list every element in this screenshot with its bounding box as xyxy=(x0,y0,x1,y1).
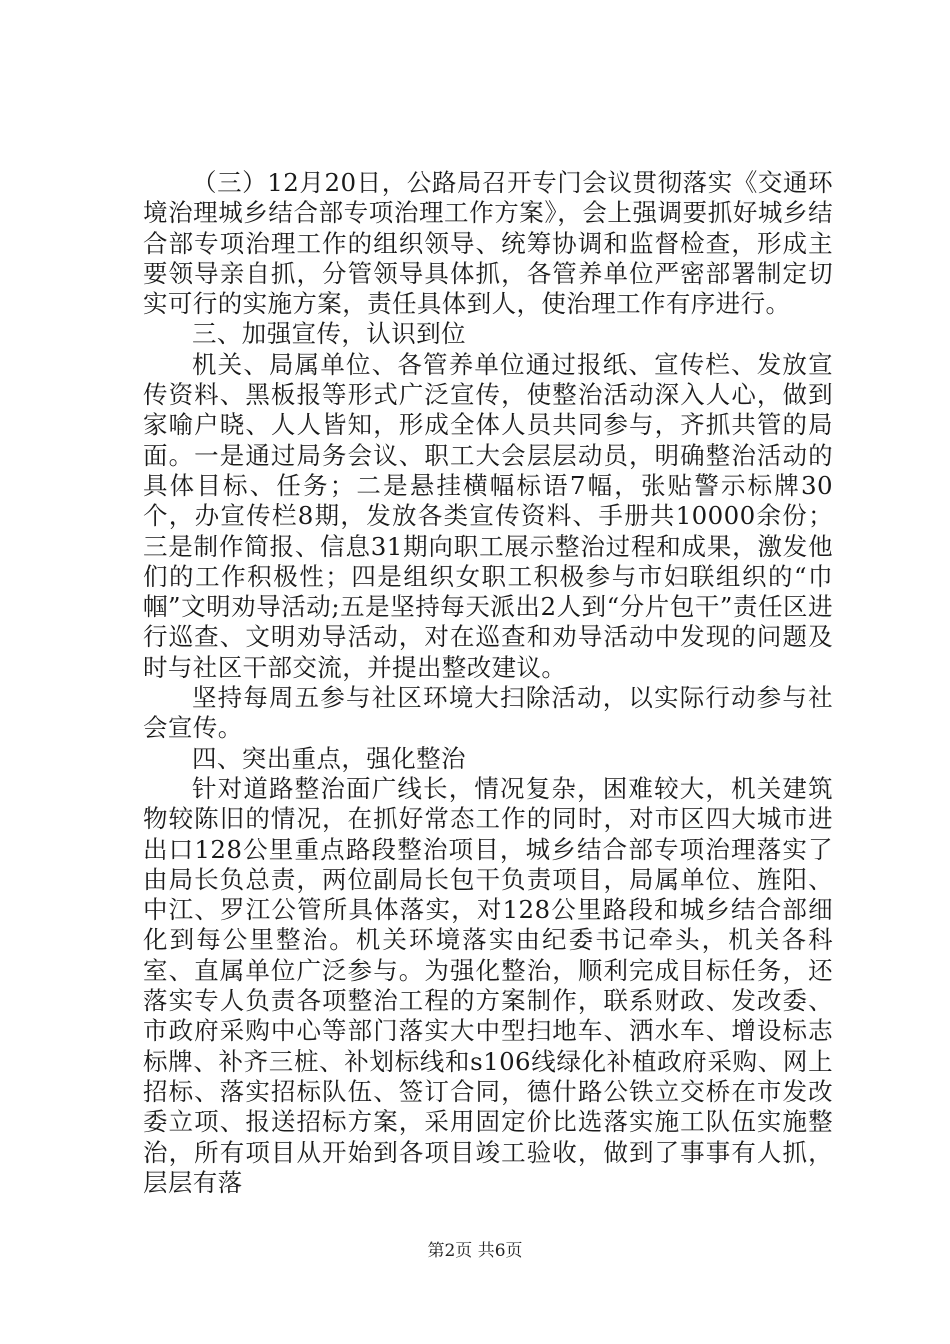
section-heading-publicity: 三、加强宣传，认识到位 xyxy=(192,319,466,349)
paragraph-meeting: （三）12月20日，公路局召开专门会议贯彻落实《交通环境治理城乡结合部专项治理工作方案》，会上强调要抓好城乡结合部专项治理工作的组织领导、统筹协调和监督检查，形成主要领导亲自抓，分管领导具体抓，各管养单位严密部署制定切实可行的实施方案，责任具体到人，使治理工作有序进行。 xyxy=(143,168,833,319)
document-body xyxy=(143,168,833,1198)
paragraph-publicity: 机关、局属单位、各管养单位通过报纸、宣传栏、发放宣传资料、黑板报等形式广泛宣传，使整治活动深入人心，做到家喻户晓、人人皆知，形成全体人员共同参与，齐抓共管的局面。一是通过局务会议、职工大会层层动员，明确整治活动的具体目标、任务；二是悬挂横幅标语7幅，张贴警示标牌30个，办宣传栏8期，发放各类宣传资料、手册共10000余份；三是制作简报、信息31期向职工展示整治过程和成果，激发他们的工作积极性；四是组织女职工积极参与市妇联组织的“巾帼”文明劝导活动;五是坚持每天派出2人到“分片包干”责任区进行巡查、文明劝导活动，对在巡查和劝导活动中发现的问题及时与社区干部交流，并提出整改建议。 xyxy=(143,349,833,682)
paragraph-weekly-cleanup: 坚持每周五参与社区环境大扫除活动，以实际行动参与社会宣传。 xyxy=(143,683,833,743)
section-heading-rectification: 四、突出重点，强化整治 xyxy=(192,743,466,773)
page-number-footer: 第2页 共6页 xyxy=(427,1241,523,1261)
paragraph-rectification: 针对道路整治面广线长，情况复杂，困难较大，机关建筑物较陈旧的情况，在抓好常态工作的同时，对市区四大城市进出口128公里重点路段整治项目，城乡结合部专项治理落实了由局长负总责，两位副局长包干负责项目，局属单位、旌阳、中江、罗江公管所具体落实，对128公里路段和城乡结合部细化到每公里整治。机关环境落实由纪委书记牵头，机关各科室、直属单位广泛参与。为强化整治，顺利完成目标任务，还落实专人负责各项整治工程的方案制作，联系财政、发改委、市政府采购中心等部门落实大中型扫地车、洒水车、增设标志标牌、补齐三桩、补划标线和s106线绿化补植政府采购、网上招标、落实招标队伍、签订合同，德什路公铁立交桥在市发改委立项、报送招标方案，采用固定价比选落实施工队伍实施整治，所有项目从开始到各项目竣工验收，做到了事事有人抓，层层有落 xyxy=(143,773,833,1197)
